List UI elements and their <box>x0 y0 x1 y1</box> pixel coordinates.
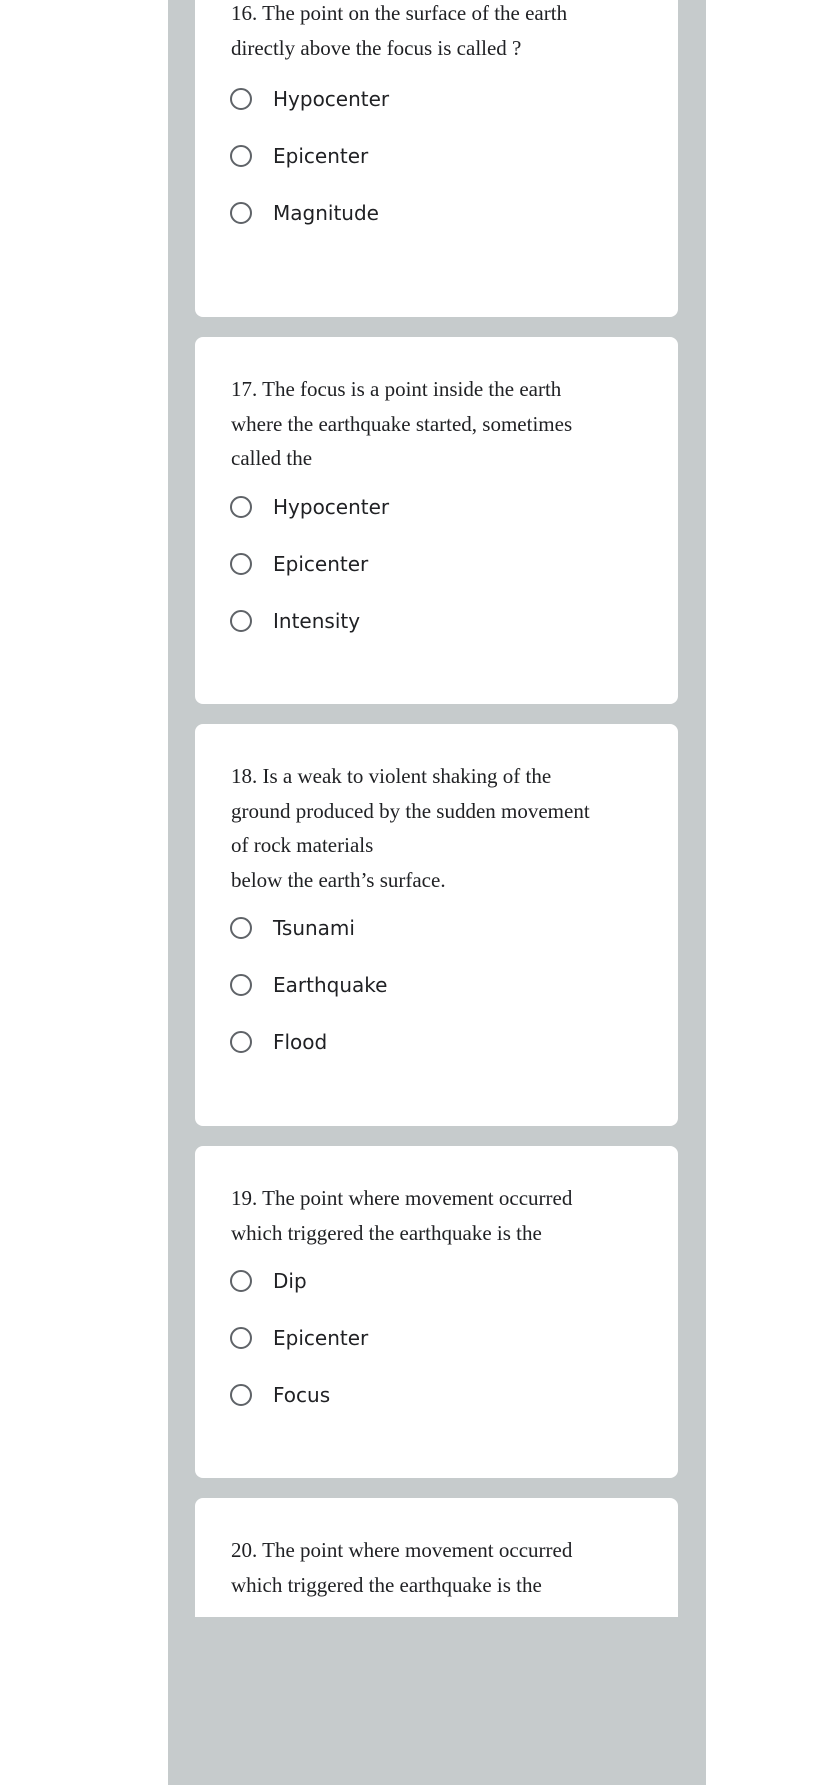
radio-button-icon[interactable] <box>230 917 252 939</box>
question-text: 20. The point where movement occurred which triggered the earthquake is the <box>231 1538 573 1597</box>
option-label: Focus <box>273 1383 331 1407</box>
option-label: Flood <box>273 1030 328 1054</box>
option-label: Magnitude <box>273 201 379 225</box>
radio-button-icon[interactable] <box>230 974 252 996</box>
option-label: Hypocenter <box>273 87 390 111</box>
radio-button-icon[interactable] <box>230 1327 252 1349</box>
radio-button-icon[interactable] <box>230 553 252 575</box>
option-hypocenter[interactable] <box>230 83 389 115</box>
question-text: 17. The focus is a point inside the earth where the earthquake started, sometimes called the <box>231 377 573 470</box>
option-label: Earthquake <box>273 973 388 997</box>
option-earthquake[interactable] <box>230 969 387 1001</box>
option-label: Hypocenter <box>273 495 390 519</box>
option-tsunami[interactable] <box>230 912 355 944</box>
radio-button-icon[interactable] <box>230 88 252 110</box>
radio-button-icon[interactable] <box>230 145 252 167</box>
question-text: 18. Is a weak to violent shaking of the ground produced by the sudden movement of rock materials below the earth’s surface. <box>231 764 590 892</box>
question-text: 19. The point where movement occurred which triggered the earthquake is the <box>231 1186 573 1245</box>
question-card-17 <box>195 337 678 704</box>
option-magnitude[interactable] <box>230 197 379 229</box>
option-label: Epicenter <box>273 144 369 168</box>
radio-button-icon[interactable] <box>230 610 252 632</box>
option-focus[interactable] <box>230 1379 330 1411</box>
radio-button-icon[interactable] <box>230 1270 252 1292</box>
option-label: Tsunami <box>273 916 355 940</box>
option-epicenter[interactable] <box>230 1322 368 1354</box>
form-column <box>168 0 706 1785</box>
option-flood[interactable] <box>230 1026 327 1058</box>
radio-button-icon[interactable] <box>230 202 252 224</box>
option-label: Intensity <box>273 609 361 633</box>
question-text: 16. The point on the surface of the earth directly above the focus is called ? <box>231 1 568 60</box>
radio-button-icon[interactable] <box>230 496 252 518</box>
question-card-18 <box>195 724 678 1126</box>
option-hypocenter[interactable] <box>230 491 389 523</box>
option-intensity[interactable] <box>230 605 360 637</box>
option-epicenter[interactable] <box>230 548 368 580</box>
option-epicenter[interactable] <box>230 140 368 172</box>
radio-button-icon[interactable] <box>230 1031 252 1053</box>
question-card-19 <box>195 1146 678 1478</box>
question-card-20 <box>195 1498 678 1617</box>
option-label: Epicenter <box>273 1326 369 1350</box>
option-dip[interactable] <box>230 1265 307 1297</box>
option-label: Epicenter <box>273 552 369 576</box>
question-card-16 <box>195 0 678 317</box>
radio-button-icon[interactable] <box>230 1384 252 1406</box>
option-label: Dip <box>273 1269 307 1293</box>
